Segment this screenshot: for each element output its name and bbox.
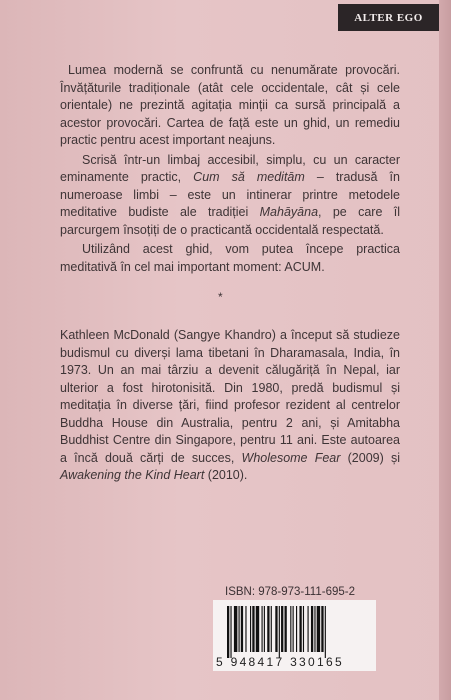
blurb-paragraph-1	[60, 62, 400, 150]
author-bio	[60, 327, 400, 485]
tradition-name-italic: Mahāyāna	[259, 205, 319, 219]
isbn-label: ISBN: 978-973-111-695-2	[225, 586, 355, 598]
section-separator: *	[218, 290, 223, 304]
blurb-text: – tradusă în numeroase limbi – este un intinerar printre metodele meditative budiste ale tradiției	[60, 170, 400, 219]
blurb-text: Scrisă într-un limbaj accesibil, simplu, cu un caracter eminamente practic,	[60, 152, 400, 184]
bio-text: Kathleen McDonald (Sangye Khandro) a început să studieze budismul cu diverși lama tibetani în Dharamasala, India, în 1973. Un an mai târziu a devenit călugăriță în Nepal, iar ulterior a fost hirotonisită. Din 1980, predă budismul și meditația în diverse țări, fiind profesor rezident al centrelor Buddha House din Australia, pentru 2 ani, și Amitabha Buddhist Centre din Singapore, pentru 11 ani. Este autoarea a încă două cărți de succes,	[60, 328, 400, 465]
book-blurb	[60, 62, 400, 278]
publisher-logo	[338, 4, 439, 31]
barcode-number: 5 948417 330165	[216, 655, 344, 669]
book-title-italic: Cum să meditām	[193, 170, 305, 184]
barcode-icon	[227, 606, 365, 658]
cover-spine-edge	[439, 0, 451, 700]
blurb-paragraph-3	[60, 241, 400, 276]
bio-text: (2010).	[204, 468, 248, 482]
publisher-name: ALTER EGO	[354, 11, 423, 24]
author-bio-paragraph	[60, 327, 400, 485]
book-title-italic: Wholesome Fear	[241, 450, 341, 465]
blurb-text: , pe care îl parcurgem însoțiți de o practicantă occidentală respectată.	[60, 205, 400, 237]
blurb-text: Lumea modernă se confruntă cu nenumărate provocări. Învățăturile tradiționale (atât cele occidentale, cât și cele orientale) ne prezintă agitația minții ca sursă principală a acestor provocări. Cartea de față este un ghid, un remediu practic pentru acest important neajuns.	[60, 63, 400, 147]
blurb-text: Utilizând acest ghid, vom putea începe practica meditativă în cel mai important moment: ACUM.	[60, 242, 400, 274]
blurb-paragraph-2	[60, 152, 400, 240]
bio-text: (2009) și	[340, 450, 400, 465]
book-title-italic: Awakening the Kind Heart	[60, 468, 205, 482]
